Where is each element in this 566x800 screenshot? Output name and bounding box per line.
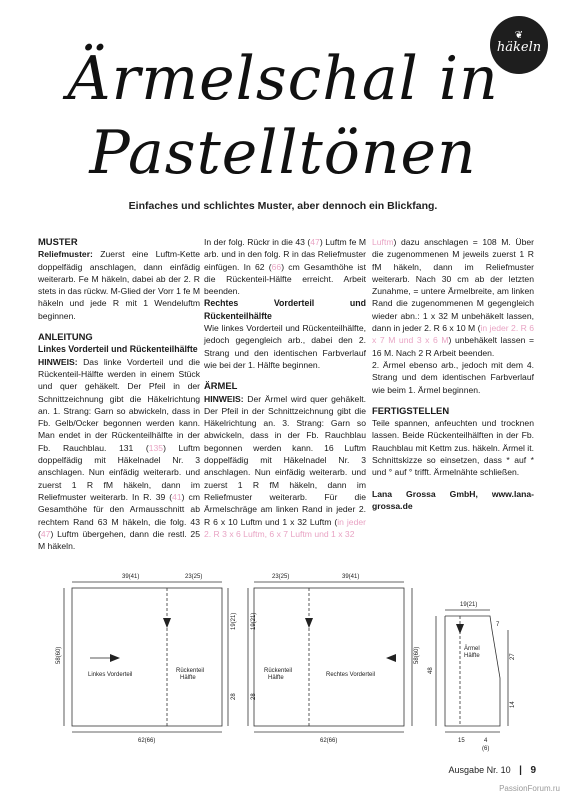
size-value: in jeder 2. R 3 x 6 Luftm, 6 x 7 Luftm und 1 x 32 xyxy=(204,516,366,539)
section-heading-fertigstellen: FERTIGSTELLEN xyxy=(372,404,450,416)
back-continue-paragraph xyxy=(204,236,366,297)
dim-label: 23(25) xyxy=(272,574,290,580)
size-value: in jeder 2. R 6 x 7 M und 3 x 6 M xyxy=(372,323,534,346)
finishing-paragraph: Teile spannen, anfeuchten und trocknen lassen. Beide Rückenteilhälften in der Fb. Rauchblau mit Kettm zus. häkeln. Ärmel it. Schnittskizze so einsetzen, dass * auf * und ° auf ° trifft. Ärmelnähte schließen. xyxy=(372,418,534,478)
dim-label: (6) xyxy=(482,746,490,752)
dim-label: 39(41) xyxy=(122,574,140,580)
dim-label: 39(41) xyxy=(342,574,360,580)
dim-label: 14 xyxy=(510,701,516,708)
dim-label: 19(21) xyxy=(251,612,257,630)
dim-label: 7 xyxy=(496,622,500,628)
leaf-icon: ❦ xyxy=(514,30,524,41)
pattern-schematic xyxy=(56,568,530,758)
text-column-2 xyxy=(204,236,366,540)
sleeve-continue-paragraph xyxy=(372,236,534,359)
muster-paragraph xyxy=(38,248,200,322)
section-heading-aermel: ÄRMEL xyxy=(204,380,238,392)
page-number: 9 xyxy=(530,765,536,776)
right-piece-outline xyxy=(254,588,404,726)
page-footer xyxy=(449,765,536,776)
dim-label: 4 xyxy=(484,738,488,744)
hinweis-text-2: ) Luftm doppelfädig mit Häkelnadel Nr. 3 anschlagen. Nun einfädig weiterarb. und zuerst 1 R fM häkeln, dann im Reliefmuster weiterarb. In R. 39 ( xyxy=(38,442,200,502)
piece-label: Rückenteil xyxy=(264,668,293,674)
piece-label: Linkes Vorderteil xyxy=(88,672,133,678)
page-title-line1: Ärmelschal in xyxy=(67,44,499,114)
muster-text: Zuerst eine Luftm-Kette doppelfädig anschlagen, dann einfädig weiterarb. Fe M häkeln, dabei ab der 2. R stets in das rückw. M-Glied der Vorr 1 fe M häkeln und jede R mit 1 Wendeluftm beginnen. xyxy=(38,249,200,321)
size-value: 135 xyxy=(148,442,164,453)
text: ) Luftm fe M arb. und in den folg. R in das Reliefmuster einfügen. In 62 ( xyxy=(204,237,366,272)
hinweis-label: HINWEIS: xyxy=(38,356,78,367)
dim-label: 28 xyxy=(231,693,237,700)
text: ) dazu anschlagen = 108 M. Über die zugenommenen M jeweils zuerst 1 R fM häkeln, dann im Reliefmuster weiterarb. Nach 30 cm ab der letzten Zunahme, = untere Ärmelbreite, am linken Rand die zugenommenen M gegengleich wieder abn.: 1 x 32 M unbehäkelt lassen, dann in jeder 2. R 6 x 10 M ( xyxy=(372,237,534,334)
text: Der Ärmel wird quer gehäkelt. Der Pfeil in der Schnittzeichnung gibt die Häkelrichtung an. 3. Strang: Garn so abwickeln, dass in der Fb. Rauchblau begonnen werden kann. 16 Luftm doppelfädig mit Häkelnadel Nr. 3 anschlagen. Nun einfädig weiterarb. und zuerst 1 R fM häkeln, dann im Reliefmuster weiterarb. Für die Ärmelschräge am linken Rand in jeder 2. R 6 x 10 Luftm und 1 x 32 Luftm ( xyxy=(204,393,366,527)
text: ) cm Gesamthöhe ist die Rückenteil-Hälfte erreicht. Arbeit beenden. xyxy=(204,261,366,297)
size-value: 47 xyxy=(40,528,51,539)
second-sleeve-paragraph: 2. Ärmel ebenso arb., jedoch mit dem 4. Strang und dem identischen Farbverlauf wie beim 1. Ärmel beginnen. xyxy=(372,359,534,395)
text-column-1 xyxy=(38,236,200,552)
dim-label: 15 xyxy=(458,738,465,744)
dim-label: 62(66) xyxy=(320,738,338,744)
left-piece-outline xyxy=(72,588,222,726)
piece-label: Hälfte xyxy=(464,653,480,659)
piece-label: Rückenteil xyxy=(176,668,205,674)
muster-label: Reliefmuster: xyxy=(38,249,93,260)
dim-label: 19(21) xyxy=(231,612,237,630)
arrow-icon xyxy=(305,618,313,628)
piece-label: Ärmel xyxy=(464,646,480,652)
issue-label: Ausgabe Nr. 10 xyxy=(448,765,511,775)
dim-label: 19(21) xyxy=(460,602,478,608)
text-column-3 xyxy=(372,236,534,512)
dim-label: 58(60) xyxy=(414,646,420,664)
hinweis-text-4: ) Luftm übergehen, dann die restl. 25 M häkeln. xyxy=(38,528,200,552)
text: ) unbehäkelt lassen = 16 M. Nach 2 R Arbeit beenden. xyxy=(372,335,534,358)
arrow-icon xyxy=(386,654,396,662)
section-heading-muster: MUSTER xyxy=(38,236,78,247)
section-heading-anleitung: ANLEITUNG xyxy=(38,331,93,343)
badge-label: häkeln xyxy=(496,40,542,55)
dim-label: 27 xyxy=(510,653,516,660)
arrow-icon xyxy=(456,624,464,634)
dim-label: 28 xyxy=(251,693,257,700)
footer-separator: | xyxy=(519,765,522,776)
hinweis-text-3: ) cm Gesamthöhe für den Armausschnitt ab rechtem Rand 63 M häkeln, die folg. 43 ( xyxy=(38,491,200,539)
dim-label: 62(66) xyxy=(138,738,156,744)
subheading-right-front: Rechtes Vorderteil und Rückenteilhälfte xyxy=(204,298,366,321)
text: In der folg. Rückr in die 43 ( xyxy=(204,237,311,247)
page-title-line2: Pastelltönen xyxy=(89,118,477,188)
hinweis-text: Das linke Vorderteil und die Rückenteil-Hälfte werden in einem Stück und quer gehäkelt. Der Pfeil in der Schnittzeichnung gibt die Häkelrichtung an. 1. Strang: Garn so abwickeln, dass in Fb. Gelb/Ocker begonnen werden kann. Man endet in der Rückenteilhälfte in der Fb. Rauchblau. 131 ( xyxy=(38,356,200,453)
piece-label: Hälfte xyxy=(180,675,196,681)
sleeve-outline xyxy=(445,616,500,726)
dim-label: 23(25) xyxy=(185,574,203,580)
piece-label: Rechtes Vorderteil xyxy=(326,672,376,678)
piece-label: Hälfte xyxy=(268,675,284,681)
sleeve-paragraph xyxy=(204,393,366,541)
size-value: 41 xyxy=(172,491,182,502)
arrow-icon xyxy=(163,618,171,628)
subheading-left-front: Linkes Vorderteil und Rückenteilhälfte xyxy=(38,344,198,355)
dim-label: 58(60) xyxy=(56,646,62,664)
credit-line: Lana Grossa GmbH, www.lana-grossa.de xyxy=(372,488,534,511)
size-value: 47 xyxy=(310,237,320,247)
left-front-paragraph xyxy=(38,356,200,553)
hinweis-label: HINWEIS: xyxy=(204,393,244,404)
size-value: Luftm xyxy=(372,237,394,247)
size-value: 66 xyxy=(271,261,282,272)
page-subtitle: Einfaches und schlichtes Muster, aber dennoch ein Blickfang. xyxy=(128,200,438,212)
watermark: PassionForum.ru xyxy=(499,784,560,793)
arrow-icon xyxy=(110,654,120,662)
dim-label: 48 xyxy=(428,667,434,674)
right-front-paragraph: Wie linkes Vorderteil und Rückenteilhälfte, jedoch gegengleich arb., dabei den 2. Strang und den identischen Farbverlauf wie bei der 1. Hälfte beginnen. xyxy=(204,323,366,370)
